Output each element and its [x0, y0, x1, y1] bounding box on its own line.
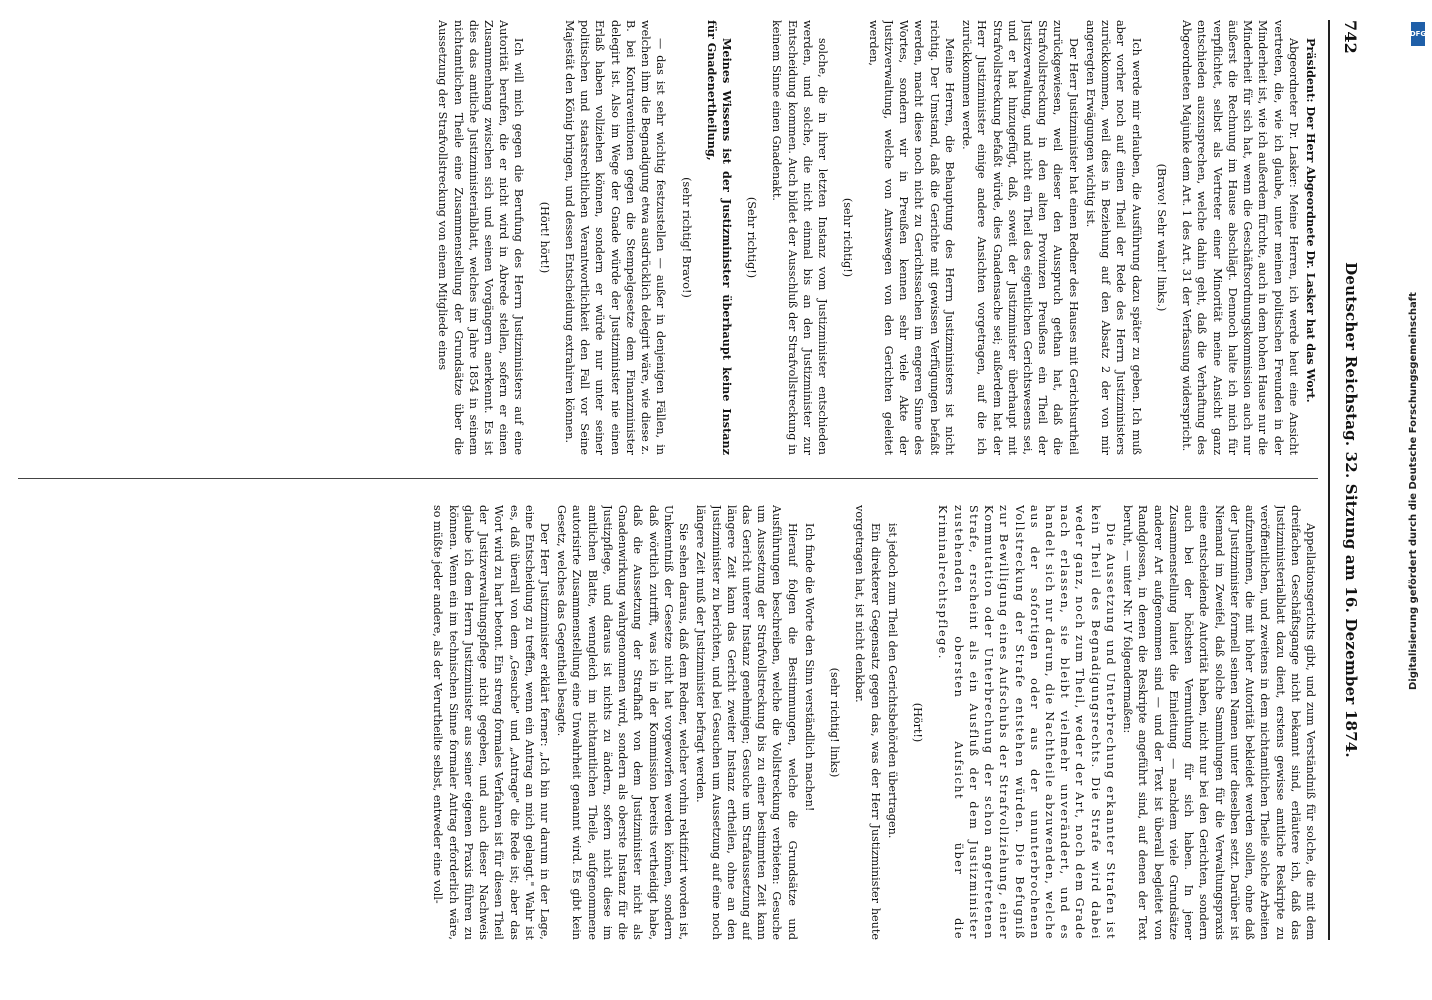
paragraph: Ein direkterer Gegensatz gegen das, was der Herr Justizminister heute vorgetragen hat, ist nicht denkbar.	[853, 505, 882, 940]
paragraph: (sehr richtig! links)	[828, 667, 842, 778]
paragraph: (Hört! hört!)	[537, 201, 551, 274]
digitization-sidebar	[1404, 0, 1430, 1000]
paragraph: Der Herr Justizminister hat einen Redner des Hauses mit Gerichtsurtheil zurückgewiesen, weil dieser den Ausspruch gethan hat, daß die Strafvollstreckung in den alten Provinzen Preußens ein Theil der Justizverwaltung, und nicht ein Theil des eigentlichen Gerichtswesens sei, und er hat hinzugefügt, daß, soweit der Justizminister überhaupt mit Strafvollstreckung befaßt würde, dies Gnadensache sei; außerdem hat der Herr Justizminister einige andere Ansichten vorgetragen, auf die ich zurückkommen werde.	[960, 20, 1080, 455]
paragraph: Ich werde mir erlauben, die Ausführung dazu später zu geben. Ich muß aber vorher noch auf einen Theil der Rede des Herrn Justizministers zurückkommen, weil dies in Beziehung auf den Absatz 2 der von mir angeregten Erwägungen wichtig ist.	[1083, 20, 1143, 455]
paragraph: (Sehr richtig!)	[745, 196, 759, 279]
running-title: Deutscher Reichstag. 32. Sitzung am 16. Dezember 1874.	[1342, 262, 1360, 758]
paragraph: (sehr richtig!)	[841, 197, 855, 278]
paragraph: (sehr richtig! Bravo!)	[679, 177, 693, 298]
paragraph: Der Herr Justizminister erklärt ferner: „Ich bin nur darum in der Lage, eine Entscheidung zu treffen, wenn ein Antrag an mich gelangt." Wahr ist es, daß überall von dem „Gesuche" und „Antrage" die Rede ist; aber das Wort wird zu hart betont. Ein streng formales Verfahren ist für diesen Theil der Justizverwaltungspflege nicht gegeben, und auch dieser Nachweis glaube ich dem Herrn Justizminister aus seiner eigenen Praxis führen zu können. Wenn ein im technischen Sinne formaler Antrag erforderlich wäre, so müßte jeder andere, als der Verurtheilte selbst, entweder eine voll-	[431, 505, 551, 940]
paragraph: Hierauf folgen die Bestimmungen, welche die Grundsätze und Ausführungen beschreiben, welche die Vollstreckung verbieten: Gesuche um Aussetzung der Strafvollstreckung bis zu einer bestimmten Zeit kann das Gericht unterer Instanz genehmigen; Gesuche um Strafaussetzung auf längere Zeit kann das Gericht zweiter Instanz ertheilen, ohne an den Justizminister zu berichten, und bei Gesuchen um Aussetzung auf eine noch längere Zeit muß der Justizminister befragt werden.	[694, 505, 799, 940]
left-column	[18, 20, 1318, 455]
paragraph: Präsident: Der Herr Abgeordnete Dr. Lasker hat das Wort.	[1304, 38, 1318, 403]
paragraph: Ich finde die Worte den Sinn verständlich machen!	[802, 523, 816, 812]
paragraph: Abgeordneter Dr. Lasker: Meine Herren, ich werde heut eine Ansicht vertreten, die, wie ich glaube, unter meinen politischen Freunden in der Minderheit ist, wie ich außerdem fürchte, auch in dem hohen Hause nur die Minderheit für sich hat, wenn die Geschäftsordnungskommission auch nur äußerst die Rechnung im Hause abschlägt. Dennoch halte ich mich für verpflichtet, selbst als Vertreter einer Minorität meine Ansicht ganz entschieden auszusprechen, welche dahin geht, daß die Verhaftung des Abgeordneten Majunke dem Art. 1 des Art. 31 der Verfassung widerspricht.	[1180, 20, 1300, 455]
right-column	[18, 505, 1318, 940]
page-header	[1330, 20, 1364, 940]
paragraph: — das ist sehr wichtig festzustellen — außer in denjenigen Fällen, in welchen ihm die Begnadigung etwa ausdrücklich delegirt wäre, wie diese z. B. bei Kontraventionen gegen die Stempelgesetze dem Finanzminister delegirt ist. Also im Wege der Gnade würde der Justizminister nie einen Erlaß haben vollziehen können, sondern er würde nur unter seiner politischen und staatsrechtlichen Verantwortlichkeit den Fall vor Seine Majestät den König bringen, und dessen Entscheidung extrahiren können.	[562, 20, 668, 455]
paragraph: Sie sehen daraus, daß dem Redner, welcher vorhin rektifizirt worden ist, Unkenntniß der Gesetze nicht hat vorgeworfen werden können, sondern daß wörtlich zutrifft, was ich in der Kommission bereits vertheidigt habe, daß die Aussetzung der Strafhaft von dem Justizminister nicht als Gnadenwirkung wahrgenommen wird, sondern als oberste Instanz für die Justizpflege, und daraus ist nichts zu ändern, sofern nicht diese im amtlichen Blatte, wenngleich im nichtamtlichen Theile, aufgenommene autorisirte Zusammenstellung eine Unwahrheit genannt wird. Es gibt kein Gesetz, welches das Gegentheil besagte.	[555, 505, 691, 940]
paragraph: Appellationsgerichts gibt, und zum Verständniß für solche, die mit dem dreifachen Geschäftsgange nicht bekannt sind, erläutere ich, daß das Justizministerialblatt dazu dient, erstens gewisse amtliche Reskripte zu veröffentlichen, und zweitens in dem nichtamtlichen Theile solche Arbeiten aufzunehmen, die mit hoher Autorität bekleidet werden sollen, ohne daß der Justizminister formell seinen Namen unter dieselben setzt. Darüber ist Niemand im Zweifel, daß solche Sammlungen für die Verwaltungspraxis eine entscheidende Autorität haben, nicht nur bei den Gerichten, sondern auch bei der höchsten Vermuthung für sich haben. In jener Zusammenstellung lautet die Einleitung — nachdem viele Grundsätze anderer Art aufgenommen sind — und der Text ist überall begleitet von Randglossen, in denen die Reskripte angeführt sind, auf denen der Text beruht, — unter Nr. IV folgendermaßen:	[1121, 505, 1317, 940]
paragraph: (Hört!)	[911, 702, 925, 743]
header-rule	[1328, 20, 1330, 940]
paragraph: Ich will mich gegen die Berufung des Herrn Justizministers auf eine Autorität berufen, die er nicht wird in Abrede stellen, sofern er einen Zusammenhang zwischen sich und seinen Vorgängern anerkennt. Es ist dies das amtliche Justizministerialblatt, welches im Jahre 1854 in seinem nichtamtlichen Theile eine Zusammenstellung der Grundsätze über die Aussetzung der Strafvollstreckung von einem Mitgliede eines	[436, 20, 526, 455]
dfg-logo: DFG	[1411, 22, 1425, 46]
column-divider	[18, 478, 1318, 479]
page-number: 742	[1341, 20, 1360, 54]
paragraph: solche, die in ihrer letzten Instanz vom Justizminister entschieden werden, und solche, die nicht einmal bis an den Justizminister zur Entscheidung kommen. Auch bildet der Ausschluß der Strafvollstreckung in keinem Sinne einen Gnadenakt.	[770, 20, 830, 455]
paragraph: Die Aussetzung und Unterbrechung erkannter Strafen ist kein Theil des Begnadigungsrechts. Die Strafe wird dabei weder ganz, noch zum Theil, weder der Art, noch dem Grade nach erlassen, sie bleibt vielmehr unverändert, und es handelt sich nur darum, die Nachtheile abzuwenden, welche aus der sofortigen oder aus der ununterbrochenen Vollstreckung der Strafe entstehen würden. Die Befugniß zur Bewilligung eines Aufschubs der Strafvollziehung, einer Kommutation oder Unterbrechung der schon angetretenen Strafe, erscheint als ein Ausfluß der dem Justizminister zustehenden obersten Aufsicht über die Kriminalrechtspflege.	[936, 505, 1117, 940]
paragraph: ist jedoch zum Theil den Gerichtsbehörden übertragen.	[885, 523, 899, 839]
digitization-credit: Digitalisierung gefördert durch die Deutsche Forschungsgemeinschaft	[1408, 292, 1419, 690]
paragraph: Meines Wissens ist der Justizminister überhaupt keine Instanz für Gnadenertheilung,	[704, 20, 735, 455]
paragraph: (Bravo! Sehr wahr! links.)	[1154, 163, 1168, 312]
paragraph: Meine Herren, die Behauptung des Herrn Justizministers ist nicht richtig. Der Umstand, daß die Gerichte mit gewissen Verfügungen befaßt werden, macht diese noch nicht zu Gerichtssachen im engeren Sinne des Wortes, sondern wir in Preußen kennen sehr viele Akte der Justizverwaltung, welche von Amtswegen von den Gerichten geleitet werden,	[866, 20, 956, 455]
